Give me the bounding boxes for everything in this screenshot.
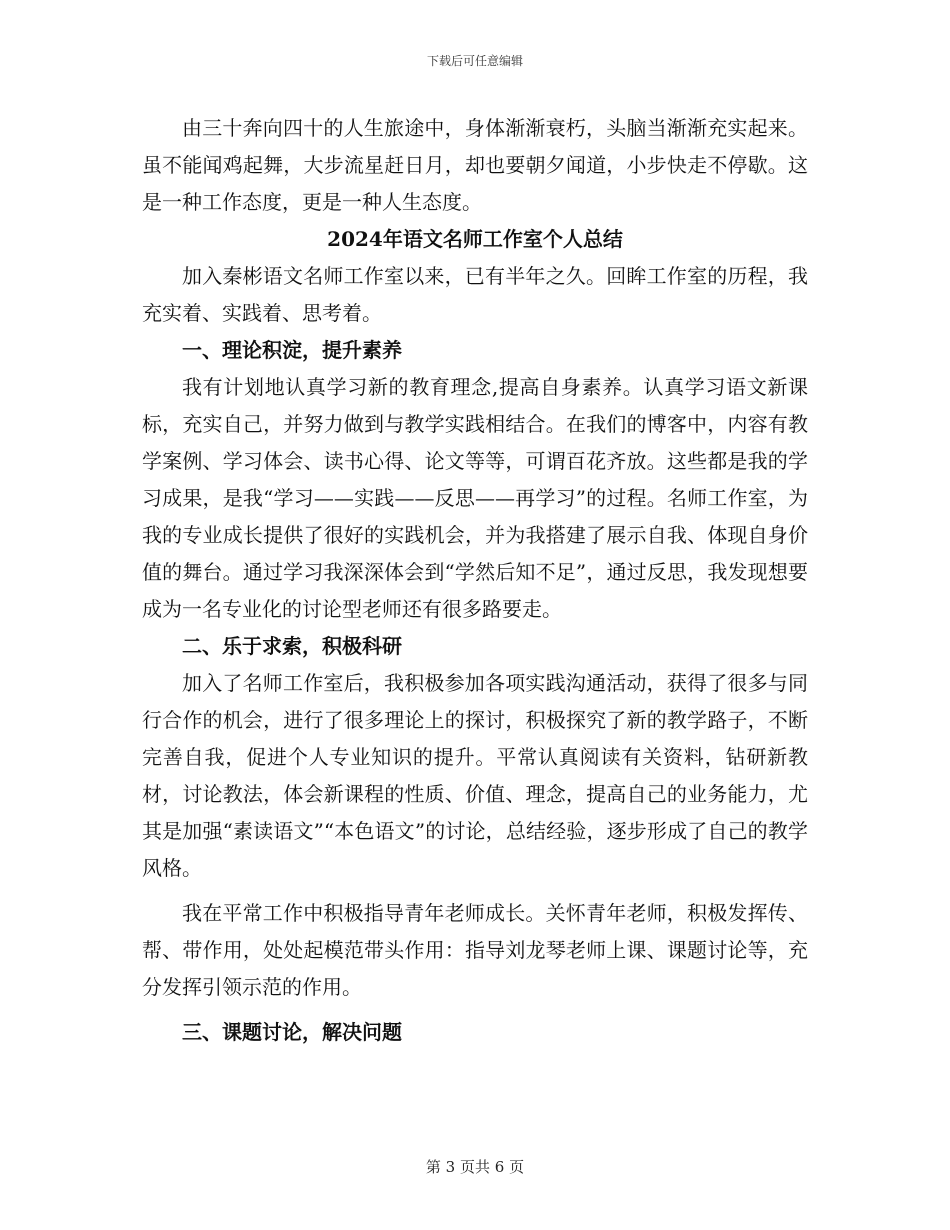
page-number: 第 3 页共 6 页 bbox=[425, 1158, 525, 1176]
paragraph-gap bbox=[142, 1006, 808, 1014]
page-header: 下载后可任意编辑 bbox=[426, 54, 523, 68]
section-2-paragraph-2: 我在平常工作中积极指导青年老师成长。关怀青年老师，积极发挥传、帮、带作用，处处起模范带头作用：指导刘龙琴老师上课、课题讨论等，充分发挥引领示范的作用。 bbox=[142, 901, 808, 999]
section-heading-3: 三、课题讨论，解决问题 bbox=[182, 1020, 402, 1044]
document-body bbox=[142, 110, 808, 1051]
opening-paragraph: 加入秦彬语文名师工作室以来，已有半年之久。回眸工作室的历程，我充实着、实践着、思考着。 bbox=[142, 264, 808, 325]
document-title: 2024年语文名师工作室个人总结 bbox=[327, 227, 623, 251]
section-1-paragraph-1: 我有计划地认真学习新的教育理念,提高自身素养。认真学习语文新课标，充实自己，并努力做到与教学实践相结合。在我们的博客中，内容有教学案例、学习体会、读书心得、论文等等，可谓百花齐放。这些都是我的学习成果，是我“学习——实践——反思——再学习”的过程。名师工作室，为我的专业成长提供了很好的实践机会，并为我搭建了展示自我、体现自身价值的舞台。通过学习我深深体会到“学然后知不足”，通过反思，我发现想要成为一名专业化的讨论型老师还有很多路要走。 bbox=[142, 375, 808, 621]
section-heading-2: 二、乐于求索，积极科研 bbox=[182, 634, 402, 658]
section-heading-1: 一、理论积淀，提升素养 bbox=[182, 338, 402, 362]
paragraph-gap bbox=[142, 887, 808, 895]
section-2-paragraph-1: 加入了名师工作室后，我积极参加各项实践沟通活动，获得了很多与同行合作的机会，进行了很多理论上的探讨，积极探究了新的教学路子，不断完善自我，促进个人专业知识的提升。平常认真阅读有关资料，钻研新教材，讨论教法，体会新课程的性质、价值、理念，提高自己的业务能力，尤其是加强“素读语文”“本色语文”的讨论，总结经验，逐步形成了自己的教学风格。 bbox=[142, 671, 808, 880]
intro-paragraph: 由三十奔向四十的人生旅途中，身体渐渐衰朽，头脑当渐渐充实起来。虽不能闻鸡起舞，大步流星赶日月，却也要朝夕闻道，小步快走不停歇。这是一种工作态度，更是一种人生态度。 bbox=[142, 116, 808, 214]
